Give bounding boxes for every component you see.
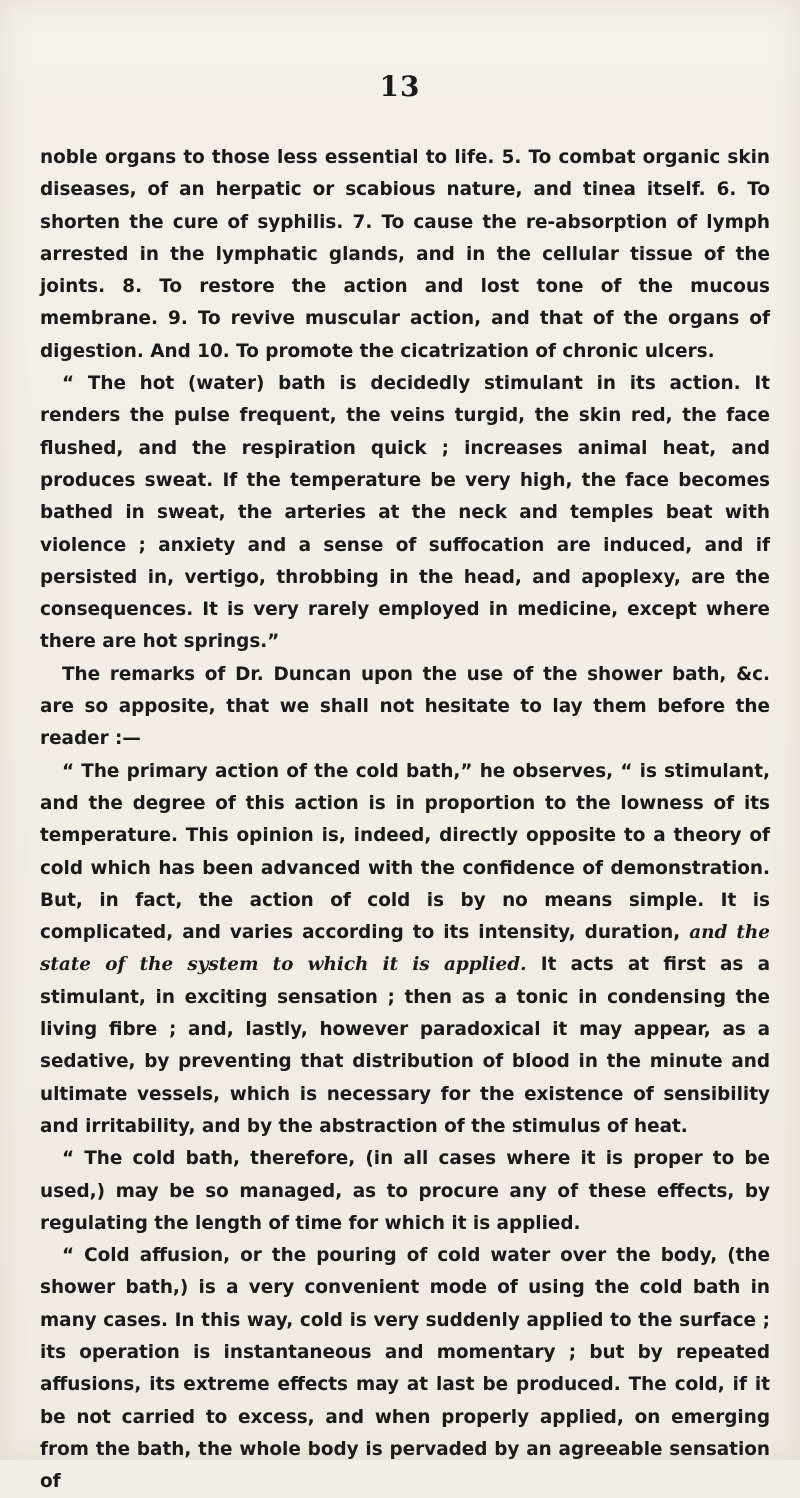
page-number: 13 <box>379 70 421 103</box>
text-run: “ The cold bath, therefore, (in all cases where it is proper to be used,) may be so managed, as to procure any of these effects, by regulating the length of time for which it is applied. <box>40 1148 770 1234</box>
body-text <box>40 142 770 1498</box>
paragraph <box>40 1240 770 1498</box>
paragraph <box>40 659 770 756</box>
paragraph <box>40 1143 770 1240</box>
paragraph <box>40 756 770 1144</box>
italic-text-run: and the state of the system to which it is applied. <box>40 922 770 976</box>
paragraph <box>40 142 770 368</box>
text-run: “ Cold affusion, or the pouring of cold water over the body, (the shower bath,) is a very convenient mode of using the cold bath in many cases. In this way, cold is very suddenly applied to the surface ; its operation is instantaneous and momentary ; but by repeated affusions, its extreme effects may at last be produced. The cold, if it be not carried to excess, and when properly applied, on emerging from the bath, the whole body is pervaded by an agreeable sensation of <box>40 1245 770 1493</box>
text-run: The remarks of Dr. Duncan upon the use of the shower bath, &c. are so apposite, that we shall not hesitate to lay them before the reader :— <box>40 663 770 750</box>
text-run: It acts at first as a stimulant, in exciting sensation ; then as a tonic in condensing the living fibre ; and, lastly, however paradoxical it may appear, as a sedative, by preventing that distribution of blood in the minute and ultimate vessels, which is necessary for the existence of sensibility and irritability, and by the abstraction of the stimulus of heat. <box>40 954 770 1137</box>
text-run: noble organs to those less essential to life. 5. To combat organic skin diseases, of an herpatic or scabious nature, and tinea itself. 6. To shorten the cure of syphilis. 7. To cause the re-absorption of lymph arrested in the lymphatic glands, and in the cellular tissue of the joints. 8. To restore the action and lost tone of the mucous membrane. 9. To revive muscular action, and that of the organs of digestion. And 10. To promote the cicatrization of chronic ulcers. <box>40 147 770 362</box>
text-run: “ The primary action of the cold bath,” he observes, “ is stimulant, and the degree of this action is in proportion to the lowness of its temperature. This opinion is, indeed, directly opposite to a theory of cold which has been advanced with the confidence of demonstration. But, in fact, the action of cold is by no means simple. It is complicated, and varies according to its intensity, duration, <box>40 760 770 944</box>
text-run: “ The hot (water) bath is decidedly stimulant in its action. It renders the pulse frequent, the veins turgid, the skin red, the face flushed, and the respiration quick ; increases animal heat, and produces sweat. If the temperature be very high, the face becomes bathed in sweat, the arteries at the neck and temples beat with violence ; anxiety and a sense of suffocation are induced, and if persisted in, vertigo, throbbing in the head, and apoplexy, are the consequences. It is very rarely employed in medicine, except where there are hot springs.” <box>40 373 770 653</box>
paragraph <box>40 368 770 659</box>
